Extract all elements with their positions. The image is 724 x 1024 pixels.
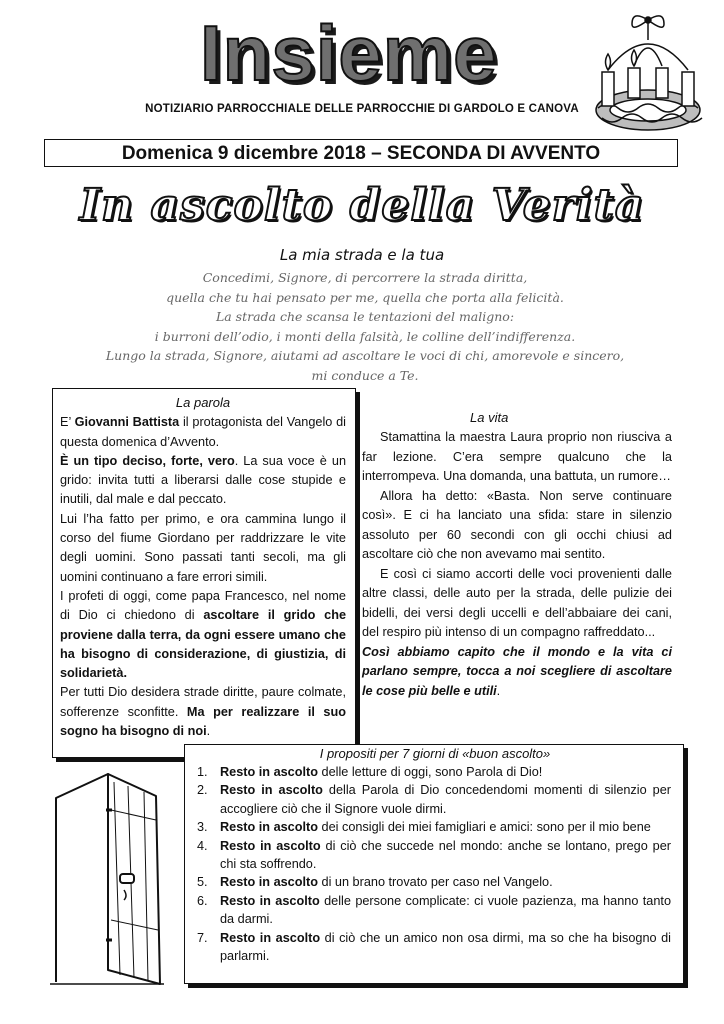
poem-line: quella che tu hai pensato per me, quella che porta alla felicità. [166, 289, 564, 305]
list-number: 3. [197, 820, 208, 835]
parola-text: I profeti di oggi, come papa Francesco, nel nome di Dio ci chiedono di [60, 588, 346, 623]
list-bold-text: Resto in ascolto [220, 875, 318, 890]
masthead-subtitle: NOTIZIARIO PARROCCHIALE DELLE PARROCCHIE DI GARDOLO E CANOVA [145, 103, 579, 115]
poem [90, 268, 640, 385]
list-text: di un brano trovato per caso nel Vangelo. [318, 875, 553, 890]
parola-paragraph [60, 587, 346, 683]
open-door-icon [48, 770, 168, 990]
parola-text: . [206, 724, 211, 739]
list-number: 2. [197, 783, 208, 798]
poem-line: mi conduce a Te. [311, 367, 419, 383]
propositi-box [184, 744, 684, 984]
vita-section [362, 428, 672, 701]
parola-text: il protagonista del Vangelo di questa domenica d’Avvento. [60, 415, 346, 449]
list-number: 7. [197, 930, 208, 945]
advent-wreath-icon [588, 10, 708, 135]
propositi-title: I propositi per 7 giorni di «buon ascolto» [319, 746, 551, 761]
poem-line: Concedimi, Signore, di percorrere la strada diritta, [202, 270, 528, 285]
parola-bold-text: ascoltare il grido che proviene dalla terra, da ogni essere umano che ha bisogno di considerazione, di giustizia, di solidarietà. [60, 608, 346, 681]
parola-box [52, 388, 356, 758]
headline: In ascolto della Verità [79, 180, 645, 231]
list-number: 5. [197, 875, 208, 890]
parola-paragraph [60, 683, 346, 741]
list-number: 6. [197, 893, 208, 908]
parola-text: Per tutti Dio desidera strade diritte, paure colmate, sofferenze sconfitte. [60, 685, 346, 719]
parola-paragraph [60, 413, 346, 452]
parola-text: E’ [60, 415, 75, 430]
list-text: delle letture di oggi, sono Parola di Dio! [318, 765, 543, 779]
list-text: di ciò che un amico non osa dirmi, ma so che ha bisogno di parlarmi. [220, 930, 672, 964]
vita-text: . [496, 683, 501, 698]
list-number: 4. [197, 838, 208, 853]
list-bold-text: Resto in ascolto [220, 783, 323, 798]
vita-paragraph: Stamattina la maestra Laura proprio non riusciva a far lezione. C’era sempre qualcuno che la interrompeva. Una domanda, una battuta, un rumore… [362, 430, 672, 483]
parola-bold-text: Giovanni Battista [74, 415, 180, 430]
date-banner: Domenica 9 dicembre 2018 – SECONDA DI AVVENTO [44, 139, 678, 167]
poem-title: La mia strada e la tua [279, 246, 445, 264]
list-item [195, 818, 671, 836]
parola-bold-text: Ma per realizzare il suo sogno ha bisogno di noi [60, 704, 346, 739]
list-text: di ciò che succede nel mondo: anche se lontano, prego per chi sta soffrendo. [220, 838, 671, 872]
list-number: 1. [197, 765, 208, 779]
list-item [195, 892, 671, 929]
list-item [195, 873, 671, 891]
vita-paragraph [362, 643, 672, 702]
list-bold-text: Resto in ascolto [220, 820, 318, 835]
vita-title: La vita [470, 410, 509, 425]
vita-paragraph: Allora ha detto: «Basta. Non serve continuare così». E ci ha lanciato una sfida: stare in silenzio assoluto per 60 secondi con gli occhi chiusi ad ascoltare ciò che non avevamo mai sentito. [362, 488, 672, 561]
poem-line: i burroni dell’odio, i monti della falsità, le colline dell’indifferenza. [154, 328, 576, 344]
list-text: delle persone complicate: ci vuole pazienza, ma hanno tanto da darmi. [220, 893, 671, 927]
list-bold-text: Resto in ascolto [220, 838, 321, 853]
list-item [195, 781, 671, 818]
poem-line: Lungo la strada, Signore, aiutami ad ascoltare le voci di chi, amorevole e sincero, [105, 348, 625, 363]
list-bold-text: Resto in ascolto [220, 765, 318, 779]
list-item [195, 837, 671, 874]
parola-paragraph [60, 452, 346, 510]
list-bold-text: Resto in ascolto [220, 893, 320, 908]
parola-bold-text: È un tipo deciso, forte, vero [60, 453, 235, 468]
list-item [195, 763, 671, 781]
parola-text: . La sua voce è un grido: invita tutti a liberarsi dalle cose stupide e inutili, dal male e dal peccato. [60, 453, 347, 507]
propositi-list [195, 763, 671, 965]
poem-line: La strada che scansa le tentazioni del maligno: [215, 309, 515, 324]
parola-paragraph: Lui l’ha fatto per primo, e ora cammina lungo il corso del fiume Giordano per raddrizzare le vite degli uomini. Sono passati tanti secoli, ma gli uomini continuano a fare errori simili. [60, 511, 346, 584]
vita-bold-italic-text: Così abbiamo capito che il mondo e la vita ci parlano sempre, tocca a noi scegliere di ascoltare le cose più belle e utili [362, 644, 672, 698]
list-bold-text: Resto in ascolto [220, 930, 321, 945]
list-text: della Parola di Dio concedendomi momenti di silenzio per accogliere ciò che il Signore vuole dirmi. [220, 783, 671, 816]
list-item [195, 929, 671, 966]
parola-title: La parola [175, 395, 231, 410]
vita-paragraph: E così ci siamo accorti delle voci provenienti dalle altre classi, delle auto per la strada, delle pulizie dei bidelli, dei versi degli uccelli e dell’abbaiare dei cani, del respiro più intenso di un compagno raffreddato... [362, 566, 672, 639]
masthead-title: Insieme [200, 9, 498, 97]
list-text: dei consigli dei miei famigliari e amici: sono per il mio bene [318, 820, 651, 835]
